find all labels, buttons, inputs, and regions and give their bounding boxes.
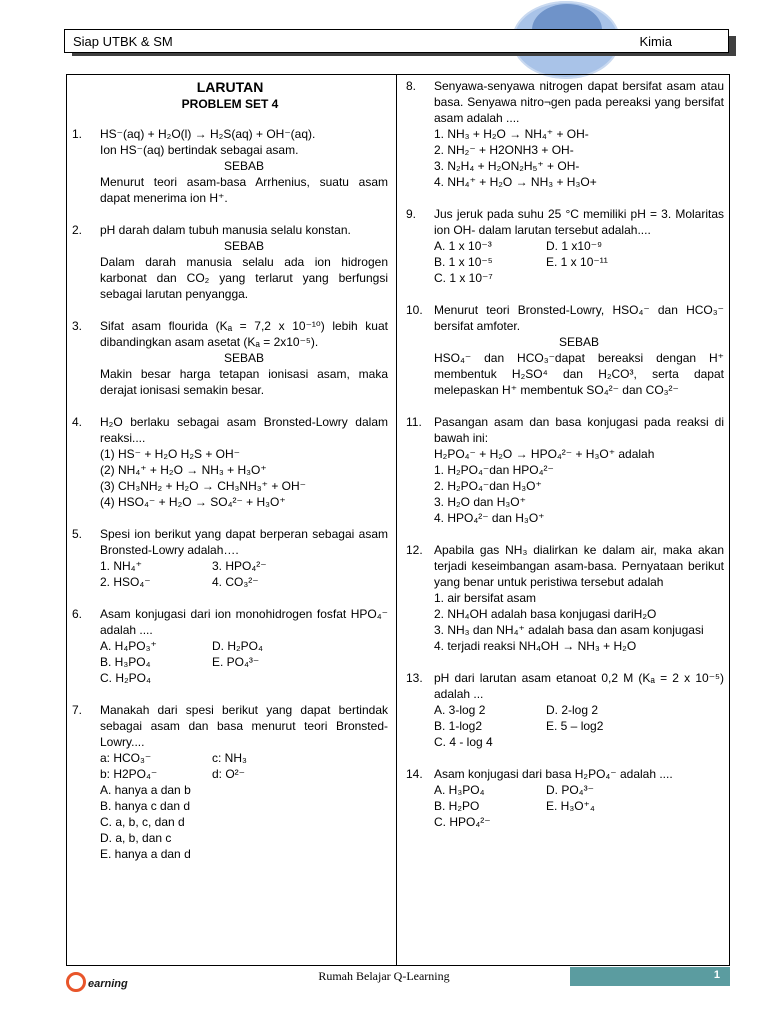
option-3: 3. H₂O dan H₃O⁺ [434,495,526,509]
option-3: 3. NH₃ dan NH₄⁺ adalah basa dan asam konjugasi [434,623,704,637]
option-4: 4. terjadi reaksi NH₄OH → NH₃ + H₂O [434,639,637,653]
question-statement-line2: Ion HS⁻(aq) bertindak sebagai asam. [100,143,299,157]
option-d: D. 2-log 2 [546,703,599,717]
question-12 [406,542,724,654]
page-number: 1 [713,969,720,981]
option-3: 3. HPO₄²⁻ [212,559,267,573]
option-1: 1. air bersifat asam [434,591,537,605]
question-reason: Menurut teori asam-basa Arrhenius, suatu asam dapat menerima ion H⁺. [100,175,388,205]
species-d: d: O²⁻ [212,767,246,781]
option-1: 1. H₂PO₄⁻dan HPO₄²⁻ [434,463,554,477]
sebab-label: SEBAB [558,335,600,349]
option-c: C. 1 x 10⁻⁷ [434,271,493,285]
question-statement: H₂O berlaku sebagai asam Bronsted-Lowry dalam reaksi.... [100,415,388,445]
option-a: A. hanya a dan b [100,783,191,797]
option-c: C. a, b, c, dan d [100,815,185,829]
option-b: B. hanya c dan d [100,799,191,813]
question-statement: Menurut teori Bronsted-Lowry, HSO₄⁻ dan HCO₃⁻ bersifat amfoter. [434,303,724,333]
question-statement: Sifat asam flourida (Kₐ = 7,2 x 10⁻¹⁰) lebih kuat dibandingkan asam asetat (Kₐ = 2x10⁻⁵). [100,319,388,349]
option-a: A. 3-log 2 [434,703,486,717]
question-11 [406,414,724,526]
option-2: 2. NH₄OH adalah basa konjugasi dariH₂O [434,607,657,621]
option-c: C. 4 - log 4 [434,735,493,749]
option-2: 2. H₂PO₄⁻dan H₃O⁺ [434,479,542,493]
option-d: D. H₂PO₄ [212,639,263,653]
question-statement: Asam konjugasi dari ion monohidrogen fosfat HPO₄⁻ adalah .... [100,607,388,637]
option-4: 4. CO₃²⁻ [212,575,259,589]
question-8 [406,78,724,190]
question-number: 5. [72,527,83,541]
question-statement: Manakah dari spesi berikut yang dapat bertindak sebagai asam dan basa menurut teori Bronsted-Lowry.... [100,703,388,749]
question-number: 1. [72,127,83,141]
page-header [64,29,729,53]
sebab-label: SEBAB [223,239,265,253]
question-number: 8. [406,79,417,93]
option-b: B. H₂PO [434,799,480,813]
question-9 [406,206,724,286]
option-3: 3. N₂H₄ + H₂ON₂H₅⁺ + OH- [434,159,580,173]
question-number: 10. [406,303,423,317]
reaction-1: (1) HS⁻ + H₂O H₂S + OH⁻ [100,447,241,461]
question-5 [72,526,388,590]
question-statement: Jus jeruk pada suhu 25 °C memiliki pH = 3. Molaritas ion OH- dalam larutan tersebut adalah.... [434,207,724,237]
option-e: E. 5 – log2 [546,719,604,733]
option-e: E. 1 x 10⁻¹¹ [546,255,608,269]
species-c: c: NH₃ [212,751,247,765]
option-a: A. 1 x 10⁻³ [434,239,492,253]
reaction-2: (2) NH₄⁺ + H₂O → NH₃ + H₃O⁺ [100,463,267,477]
option-4: 4. HPO₄²⁻ dan H₃O⁺ [434,511,545,525]
question-statement: pH dari larutan asam etanoat 0,2 M (Kₐ = 2 x 10⁻⁵) adalah ... [434,671,724,701]
column-divider [396,74,397,966]
question-13 [406,670,724,750]
header-subject: Kimia [639,34,672,49]
question-statement: Asam konjugasi dari basa H₂PO₄⁻ adalah .... [434,767,673,781]
option-a: A. H₃PO₄ [434,783,485,797]
option-d: D. PO₄³⁻ [546,783,594,797]
question-reason: HSO₄⁻ dan HCO₃⁻dapat bereaksi dengan H⁺ membentuk H₂SO⁴ dan H₂CO³, serta dapat melepaskan H⁺ membentuk SO₄²⁻ dan CO₃²⁻ [434,351,724,397]
question-number: 14. [406,767,423,781]
question-number: 2. [72,223,83,237]
footer-text: Rumah Belajar Q-Learning [318,969,450,983]
reaction: H₂PO₄⁻ + H₂O → HPO₄²⁻ + H₃O⁺ adalah [434,447,655,461]
question-1 [72,126,388,206]
question-statement: Senyawa-senyawa nitrogen dapat bersifat asam atau basa. Senyawa nitro¬gen pada pereaksi yang bersifat asam adalah .... [434,79,724,125]
option-2: 2. HSO₄⁻ [100,575,151,589]
question-number: 13. [406,671,423,685]
question-number: 3. [72,319,83,333]
question-3 [72,318,388,398]
option-d: D. a, b, dan c [100,831,172,845]
option-c: C. H₂PO₄ [100,671,151,685]
option-2: 2. NH₂⁻ + H2ONH3 + OH- [434,143,574,157]
question-statement: Apabila gas NH₃ dialirkan ke dalam air, maka akan terjadi keseimbangan asam-basa. Pernyataan berikut yang benar untuk peristiwa tersebut adalah [434,543,724,589]
species-a: a: HCO₃⁻ [100,751,152,765]
option-e: E. H₃O⁺₄ [546,799,595,813]
option-a: A. H₄PO₃⁺ [100,639,157,653]
option-1: 1. NH₄⁺ [100,559,142,573]
question-2 [72,222,388,302]
sebab-label: SEBAB [223,159,265,173]
option-e: E. PO₄³⁻ [212,655,260,669]
question-number: 12. [406,543,423,557]
option-b: B. 1 x 10⁻⁵ [434,255,493,269]
question-10 [406,302,724,398]
option-b: B. H₃PO₄ [100,655,151,669]
option-b: B. 1-log2 [434,719,483,733]
reaction-3: (3) CH₃NH₂ + H₂O → CH₃NH₃⁺ + OH⁻ [100,479,306,493]
header-left-text: Siap UTBK & SM [73,34,173,49]
reaction-4: (4) HSO₄⁻ + H₂O → SO₄²⁻ + H₃O⁺ [100,495,286,509]
option-e: E. hanya a dan d [100,847,191,861]
option-1: 1. NH₃ + H₂O → NH₄⁺ + OH- [434,127,589,141]
question-6 [72,606,388,686]
question-reason: Dalam darah manusia selalu ada ion hidrogen karbonat dan CO₂ yang terlarut yang berfungsi sebagai larutan penyangga. [100,255,388,301]
question-number: 11. [406,415,422,429]
question-statement: pH darah dalam tubuh manusia selalu konstan. [100,223,351,237]
question-number: 4. [72,415,83,429]
question-reason: Makin besar harga tetapan ionisasi asam, maka derajat ionisasi semakin besar. [100,367,388,397]
page-subtitle: PROBLEM SET 4 [181,97,279,111]
sebab-label: SEBAB [223,351,265,365]
question-statement: Pasangan asam dan basa konjugasi pada reaksi di bawah ini: [434,415,724,445]
footer-page-bar [570,967,730,986]
question-statement: HS⁻(aq) + H₂O(l) → H₂S(aq) + OH⁻(aq). [100,127,316,141]
logo-text: earning [88,978,128,990]
page-title: LARUTAN [196,79,264,95]
question-14 [406,766,724,830]
option-4: 4. NH₄⁺ + H₂O → NH₃ + H₃O+ [434,175,597,189]
question-number: 7. [72,703,83,717]
option-d: D. 1 x10⁻⁹ [546,239,603,253]
question-number: 6. [72,607,83,621]
question-number: 9. [406,207,417,221]
option-c: C. HPO₄²⁻ [434,815,491,829]
left-column [72,78,388,878]
question-4 [72,414,388,510]
question-statement: Spesi ion berikut yang dapat berperan sebagai asam Bronsted-Lowry adalah…. [100,527,388,557]
right-column [406,78,724,846]
question-7 [72,702,388,862]
species-b: b: H2PO₄⁻ [100,767,158,781]
